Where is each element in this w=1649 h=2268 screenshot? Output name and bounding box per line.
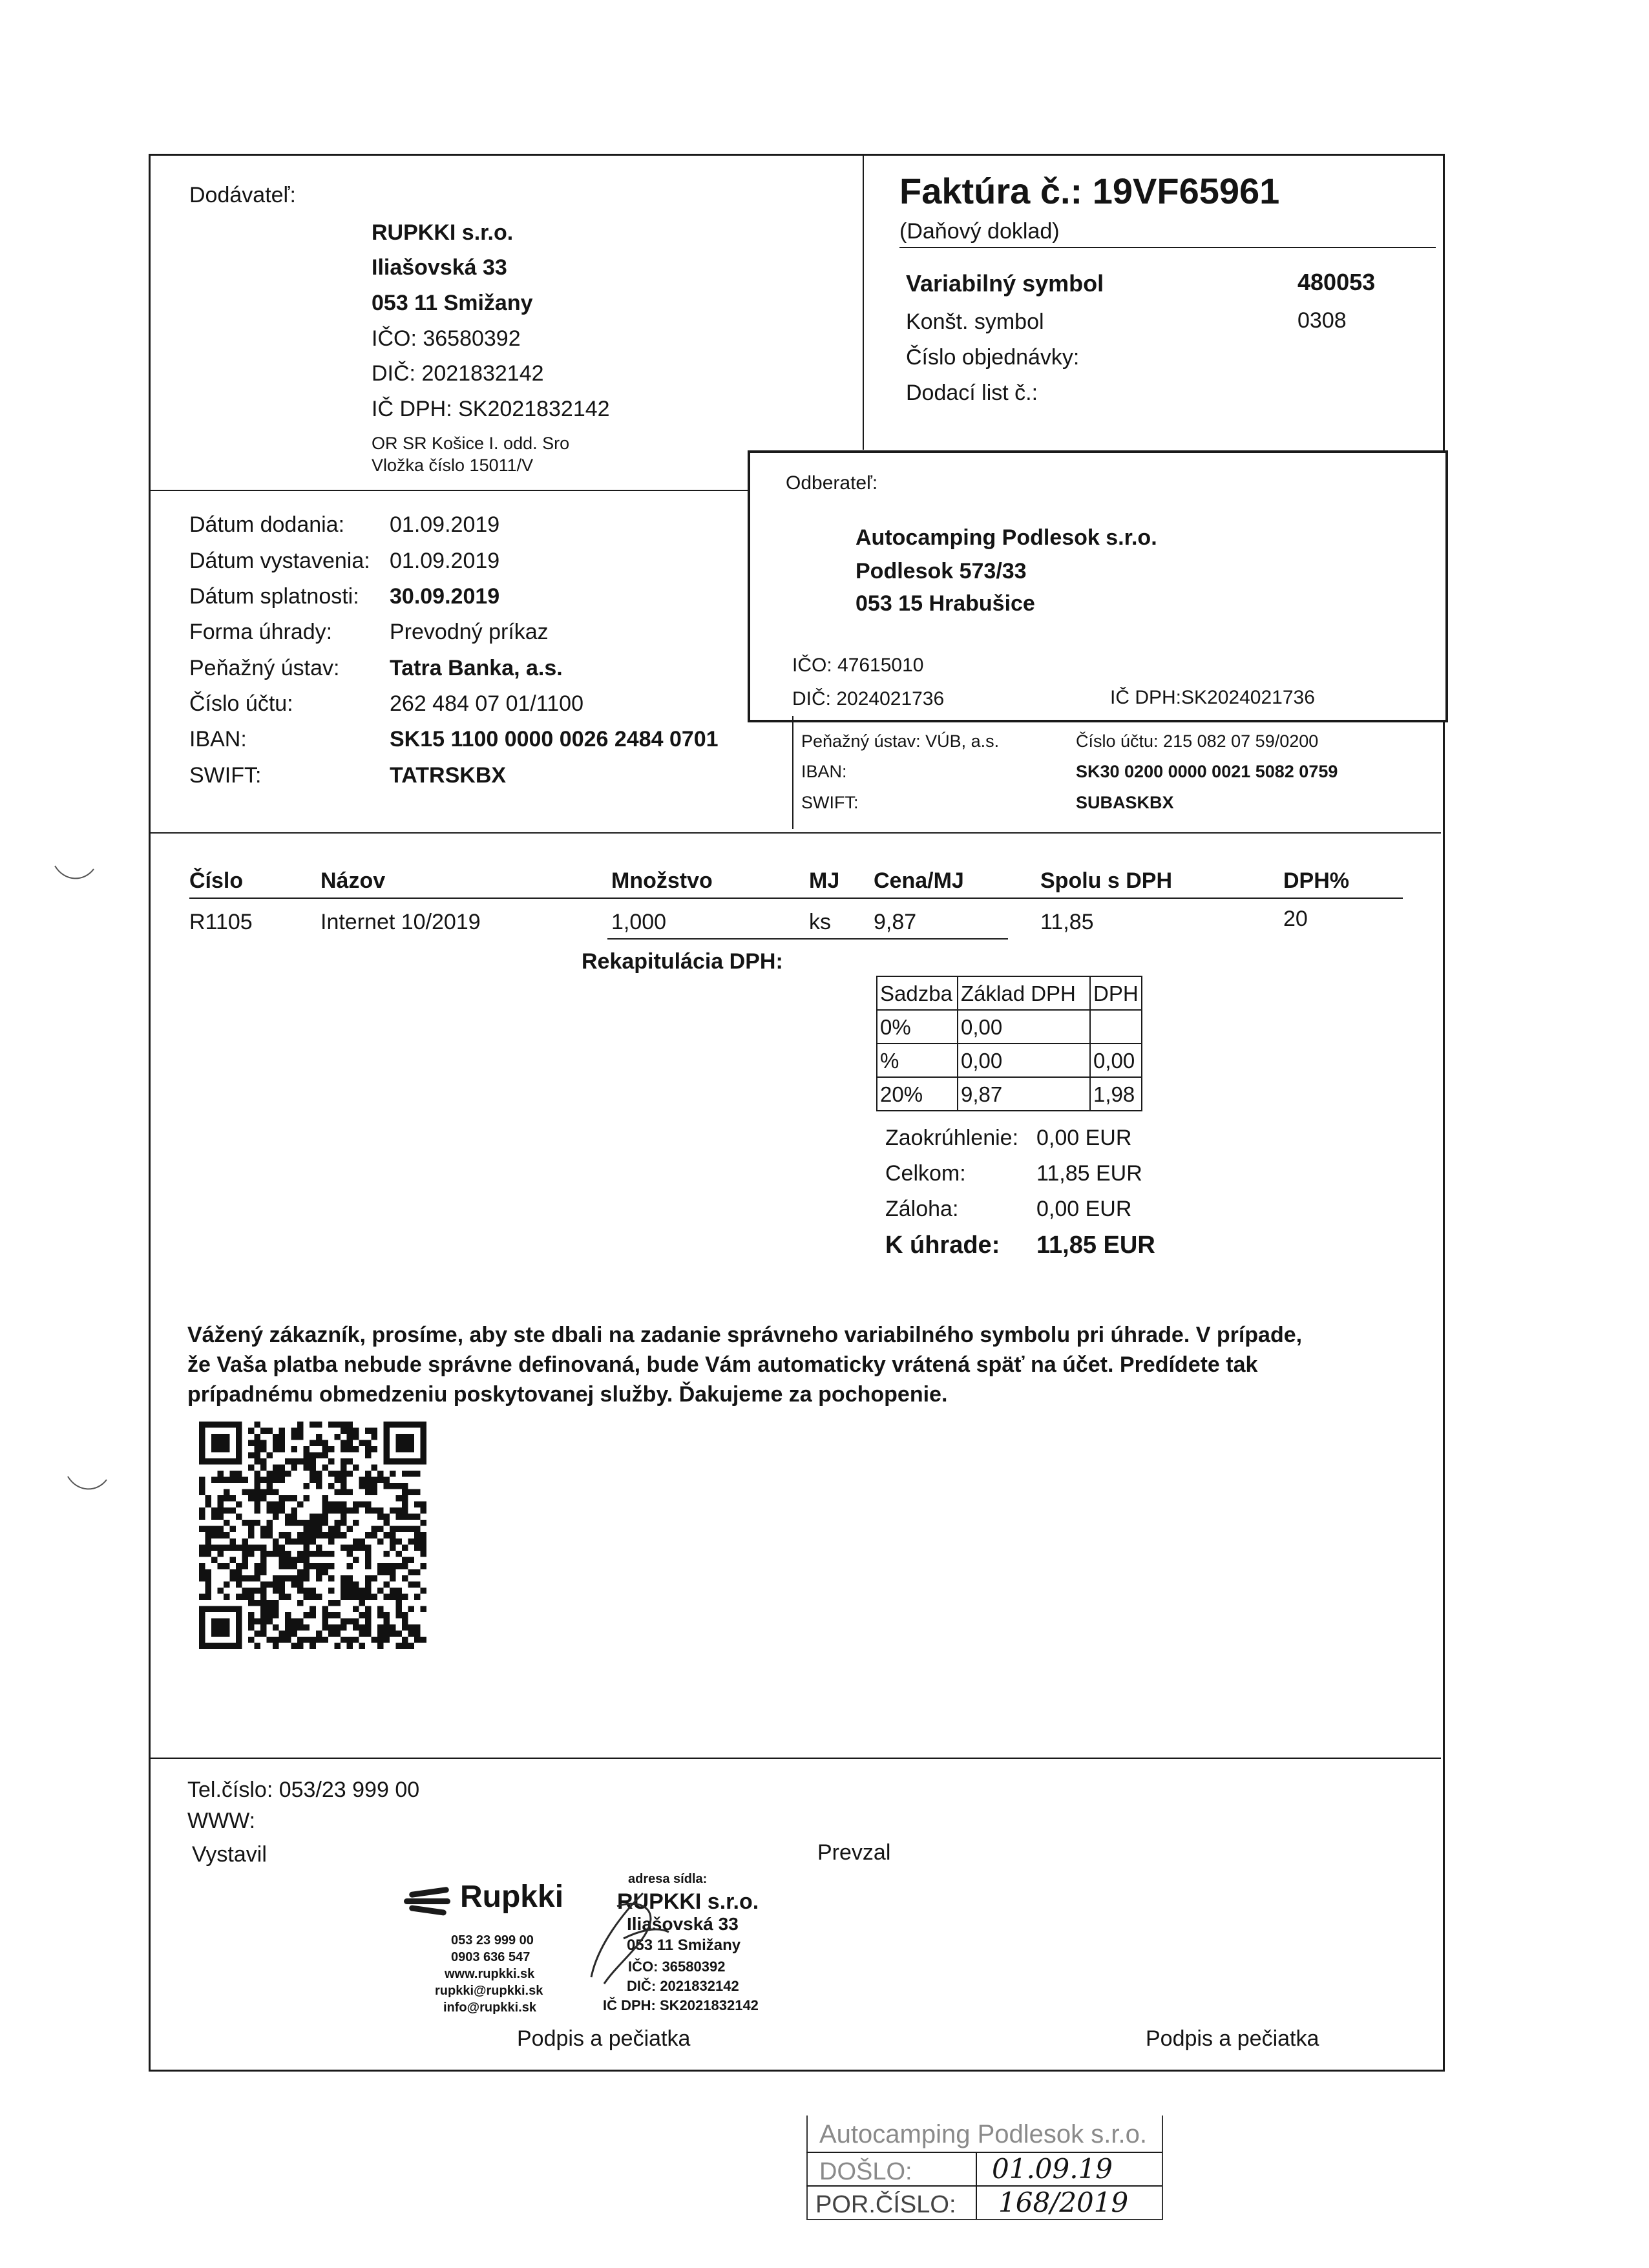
divider-header-bottom	[149, 832, 1441, 834]
receipt-stamp-number-label: POR.ČÍSLO:	[815, 2191, 956, 2218]
stamp-contact1: 053 23 999 00	[451, 1933, 534, 1948]
account-value: 262 484 07 01/1100	[390, 691, 583, 716]
customer-iban-label: IBAN:	[801, 762, 847, 781]
supplier-register-line2: Vložka číslo 15011/V	[372, 456, 534, 475]
const-symbol-value: 0308	[1297, 308, 1347, 333]
invoice-title: Faktúra č.: 19VF65961	[899, 171, 1280, 211]
order-number-label: Číslo objednávky:	[906, 345, 1080, 370]
received-by-label: Prevzal	[817, 1840, 891, 1865]
items-header-unit: MJ	[809, 868, 840, 893]
iban-value: SK15 1100 0000 0026 2484 0701	[390, 727, 719, 751]
to-pay-value: 11,85 EUR	[1036, 1232, 1155, 1259]
stamp-contact5: info@rupkki.sk	[443, 2000, 536, 2015]
bank-value: Tatra Banka, a.s.	[390, 656, 563, 680]
iban-label: IBAN:	[189, 727, 247, 751]
items-row-underline	[607, 938, 1008, 940]
stamp-contact4: rupkki@rupkki.sk	[435, 1984, 543, 1998]
customer-iban-value: SK30 0200 0000 0021 5082 0759	[1076, 762, 1338, 781]
payment-form-value: Prevodný príkaz	[390, 620, 549, 644]
receipt-stamp-number-value: 168/2019	[998, 2187, 1129, 2218]
customer-heading: Odberateľ:	[786, 472, 878, 494]
items-header-number: Číslo	[189, 868, 244, 893]
customer-swift-value: SUBASKBX	[1076, 793, 1174, 812]
table-row	[877, 1077, 1142, 1111]
rounding-value: 0,00 EUR	[1036, 1126, 1132, 1150]
sign-right-label: Podpis a pečiatka	[1146, 2026, 1319, 2051]
supplier-register-line1: OR SR Košice I. odd. Sro	[372, 434, 570, 453]
swift-value: TATRSKBX	[390, 763, 507, 788]
divider-footer	[149, 1758, 1441, 1759]
customer-city: 053 15 Hrabušice	[856, 591, 1035, 616]
divider-invoice-title	[899, 247, 1436, 248]
items-header-total: Spolu s DPH	[1040, 868, 1173, 893]
customer-dic: DIČ: 2024021736	[792, 688, 945, 709]
delivery-note-label: Dodací list č.:	[906, 381, 1038, 405]
stamp-seat-label: adresa sídla:	[628, 1872, 708, 1886]
vat-rate: 20%	[877, 1077, 958, 1111]
variable-symbol-label: Variabilný symbol	[906, 270, 1104, 297]
items-header-vat: DPH%	[1283, 868, 1350, 893]
vat-header-base: Základ DPH	[958, 976, 1090, 1010]
customer-bank-label: Peňažný ústav: VÚB, a.s.	[801, 731, 1000, 751]
customer-swift-label: SWIFT:	[801, 793, 859, 812]
vat-amount: 0,00	[1090, 1044, 1142, 1077]
table-row	[877, 1044, 1142, 1077]
stamp-icdph: IČ DPH: SK2021832142	[603, 1997, 759, 2013]
divider-top-vertical	[863, 154, 864, 450]
item-total: 11,85	[1040, 910, 1094, 934]
qr-code-icon	[199, 1422, 426, 1649]
items-header-quantity: Množstvo	[611, 868, 713, 893]
supplier-icdph: IČ DPH: SK2021832142	[372, 397, 610, 421]
items-header-name: Názov	[320, 868, 386, 893]
item-unit: ks	[809, 910, 831, 934]
supplier-heading: Dodávateľ:	[189, 183, 296, 207]
stamp-city: 053 11 Smižany	[627, 1937, 741, 1954]
notice-line3: prípadnému obmedzeniu poskytovanej služby. Ďakujeme za pochopenie.	[187, 1382, 948, 1407]
table-row	[877, 1010, 1142, 1044]
item-name: Internet 10/2019	[320, 910, 481, 934]
notice-line2: že Vaša platba nebude správne definovaná, bude Vám automaticky vrátená späť na účet. Predídete tak	[187, 1352, 1258, 1377]
payment-form-label: Forma úhrady:	[189, 620, 333, 644]
due-date-label: Dátum splatnosti:	[189, 584, 359, 609]
vat-amount	[1090, 1010, 1142, 1044]
customer-bank-divider	[792, 716, 793, 829]
total-label: Celkom:	[885, 1161, 966, 1186]
receipt-stamp-company: Autocamping Podlesok s.r.o.	[819, 2120, 1147, 2148]
vat-base: 0,00	[958, 1044, 1090, 1077]
stamp-street: Iliašovská 33	[627, 1914, 739, 1934]
rupkki-logo-text: Rupkki	[460, 1880, 564, 1914]
supplier-name: RUPKKI s.r.o.	[372, 220, 514, 245]
item-vat: 20	[1283, 907, 1308, 931]
supplier-city: 053 11 Smižany	[372, 291, 533, 315]
table-row	[877, 976, 1142, 1010]
vat-amount: 1,98	[1090, 1077, 1142, 1111]
punch-hole-mark-top	[52, 859, 97, 885]
stamp-ico: IČO: 36580392	[628, 1958, 726, 1975]
customer-ico: IČO: 47615010	[792, 655, 924, 676]
to-pay-label: K úhrade:	[885, 1232, 1000, 1259]
signature-icon	[578, 1887, 682, 1997]
footer-www: WWW:	[187, 1809, 256, 1833]
sign-left-label: Podpis a pečiatka	[517, 2026, 691, 2051]
deposit-value: 0,00 EUR	[1036, 1197, 1132, 1221]
item-price: 9,87	[874, 910, 917, 934]
item-number: R1105	[189, 910, 253, 934]
vat-rate: %	[877, 1044, 958, 1077]
issue-date-label: Dátum vystavenia:	[189, 549, 370, 573]
account-label: Číslo účtu:	[189, 691, 293, 716]
delivery-date-value: 01.09.2019	[390, 512, 500, 537]
vat-recap-title: Rekapitulácia DPH:	[582, 949, 783, 974]
supplier-dic: DIČ: 2021832142	[372, 361, 544, 386]
customer-street: Podlesok 573/33	[856, 559, 1027, 583]
customer-icdph: IČ DPH:SK2024021736	[1110, 687, 1315, 708]
stamp-contact3: www.rupkki.sk	[445, 1967, 535, 1981]
punch-hole-mark-bottom	[65, 1470, 110, 1496]
stamp-dic: DIČ: 2021832142	[627, 1978, 739, 1994]
supplier-street: Iliašovská 33	[372, 255, 507, 280]
variable-symbol-value: 480053	[1297, 269, 1376, 295]
issued-by-label: Vystavil	[192, 1842, 267, 1867]
due-date-value: 30.09.2019	[390, 584, 500, 609]
items-header-price: Cena/MJ	[874, 868, 964, 893]
stamp-contact2: 0903 636 547	[451, 1950, 530, 1964]
vat-recap-table	[876, 976, 1142, 1111]
rupkki-logo-icon	[404, 1887, 456, 1915]
supplier-ico: IČO: 36580392	[372, 326, 521, 351]
divider-supplier-bottom	[149, 490, 750, 491]
footer-phone: Tel.číslo: 053/23 999 00	[187, 1778, 420, 1802]
receipt-stamp-divider3	[976, 2152, 977, 2219]
vat-base: 9,87	[958, 1077, 1090, 1111]
invoice-subtitle: (Daňový doklad)	[899, 219, 1060, 244]
issue-date-value: 01.09.2019	[390, 549, 500, 573]
item-quantity: 1,000	[611, 910, 667, 934]
notice-line1: Vážený zákazník, prosíme, aby ste dbali na zadanie správneho variabilného symbolu pri úhrade. V prípade,	[187, 1323, 1303, 1347]
vat-header-rate: Sadzba	[877, 976, 958, 1010]
swift-label: SWIFT:	[189, 763, 262, 788]
receipt-stamp-received-label: DOŠLO:	[819, 2158, 912, 2185]
rounding-label: Zaokrúhlenie:	[885, 1126, 1019, 1150]
total-value: 11,85 EUR	[1036, 1161, 1142, 1186]
delivery-date-label: Dátum dodania:	[189, 512, 345, 537]
receipt-stamp-received-value: 01.09.19	[992, 2153, 1113, 2185]
vat-base: 0,00	[958, 1010, 1090, 1044]
stamp-company-name: RUPKKI s.r.o.	[617, 1889, 759, 1914]
vat-rate: 0%	[877, 1010, 958, 1044]
items-header-underline	[189, 898, 1403, 899]
const-symbol-label: Konšt. symbol	[906, 310, 1044, 334]
vat-header-vat: DPH	[1090, 976, 1142, 1010]
customer-account-label: Číslo účtu: 215 082 07 59/0200	[1076, 731, 1319, 751]
customer-name: Autocamping Podlesok s.r.o.	[856, 525, 1157, 550]
bank-label: Peňažný ústav:	[189, 656, 340, 680]
deposit-label: Záloha:	[885, 1197, 959, 1221]
